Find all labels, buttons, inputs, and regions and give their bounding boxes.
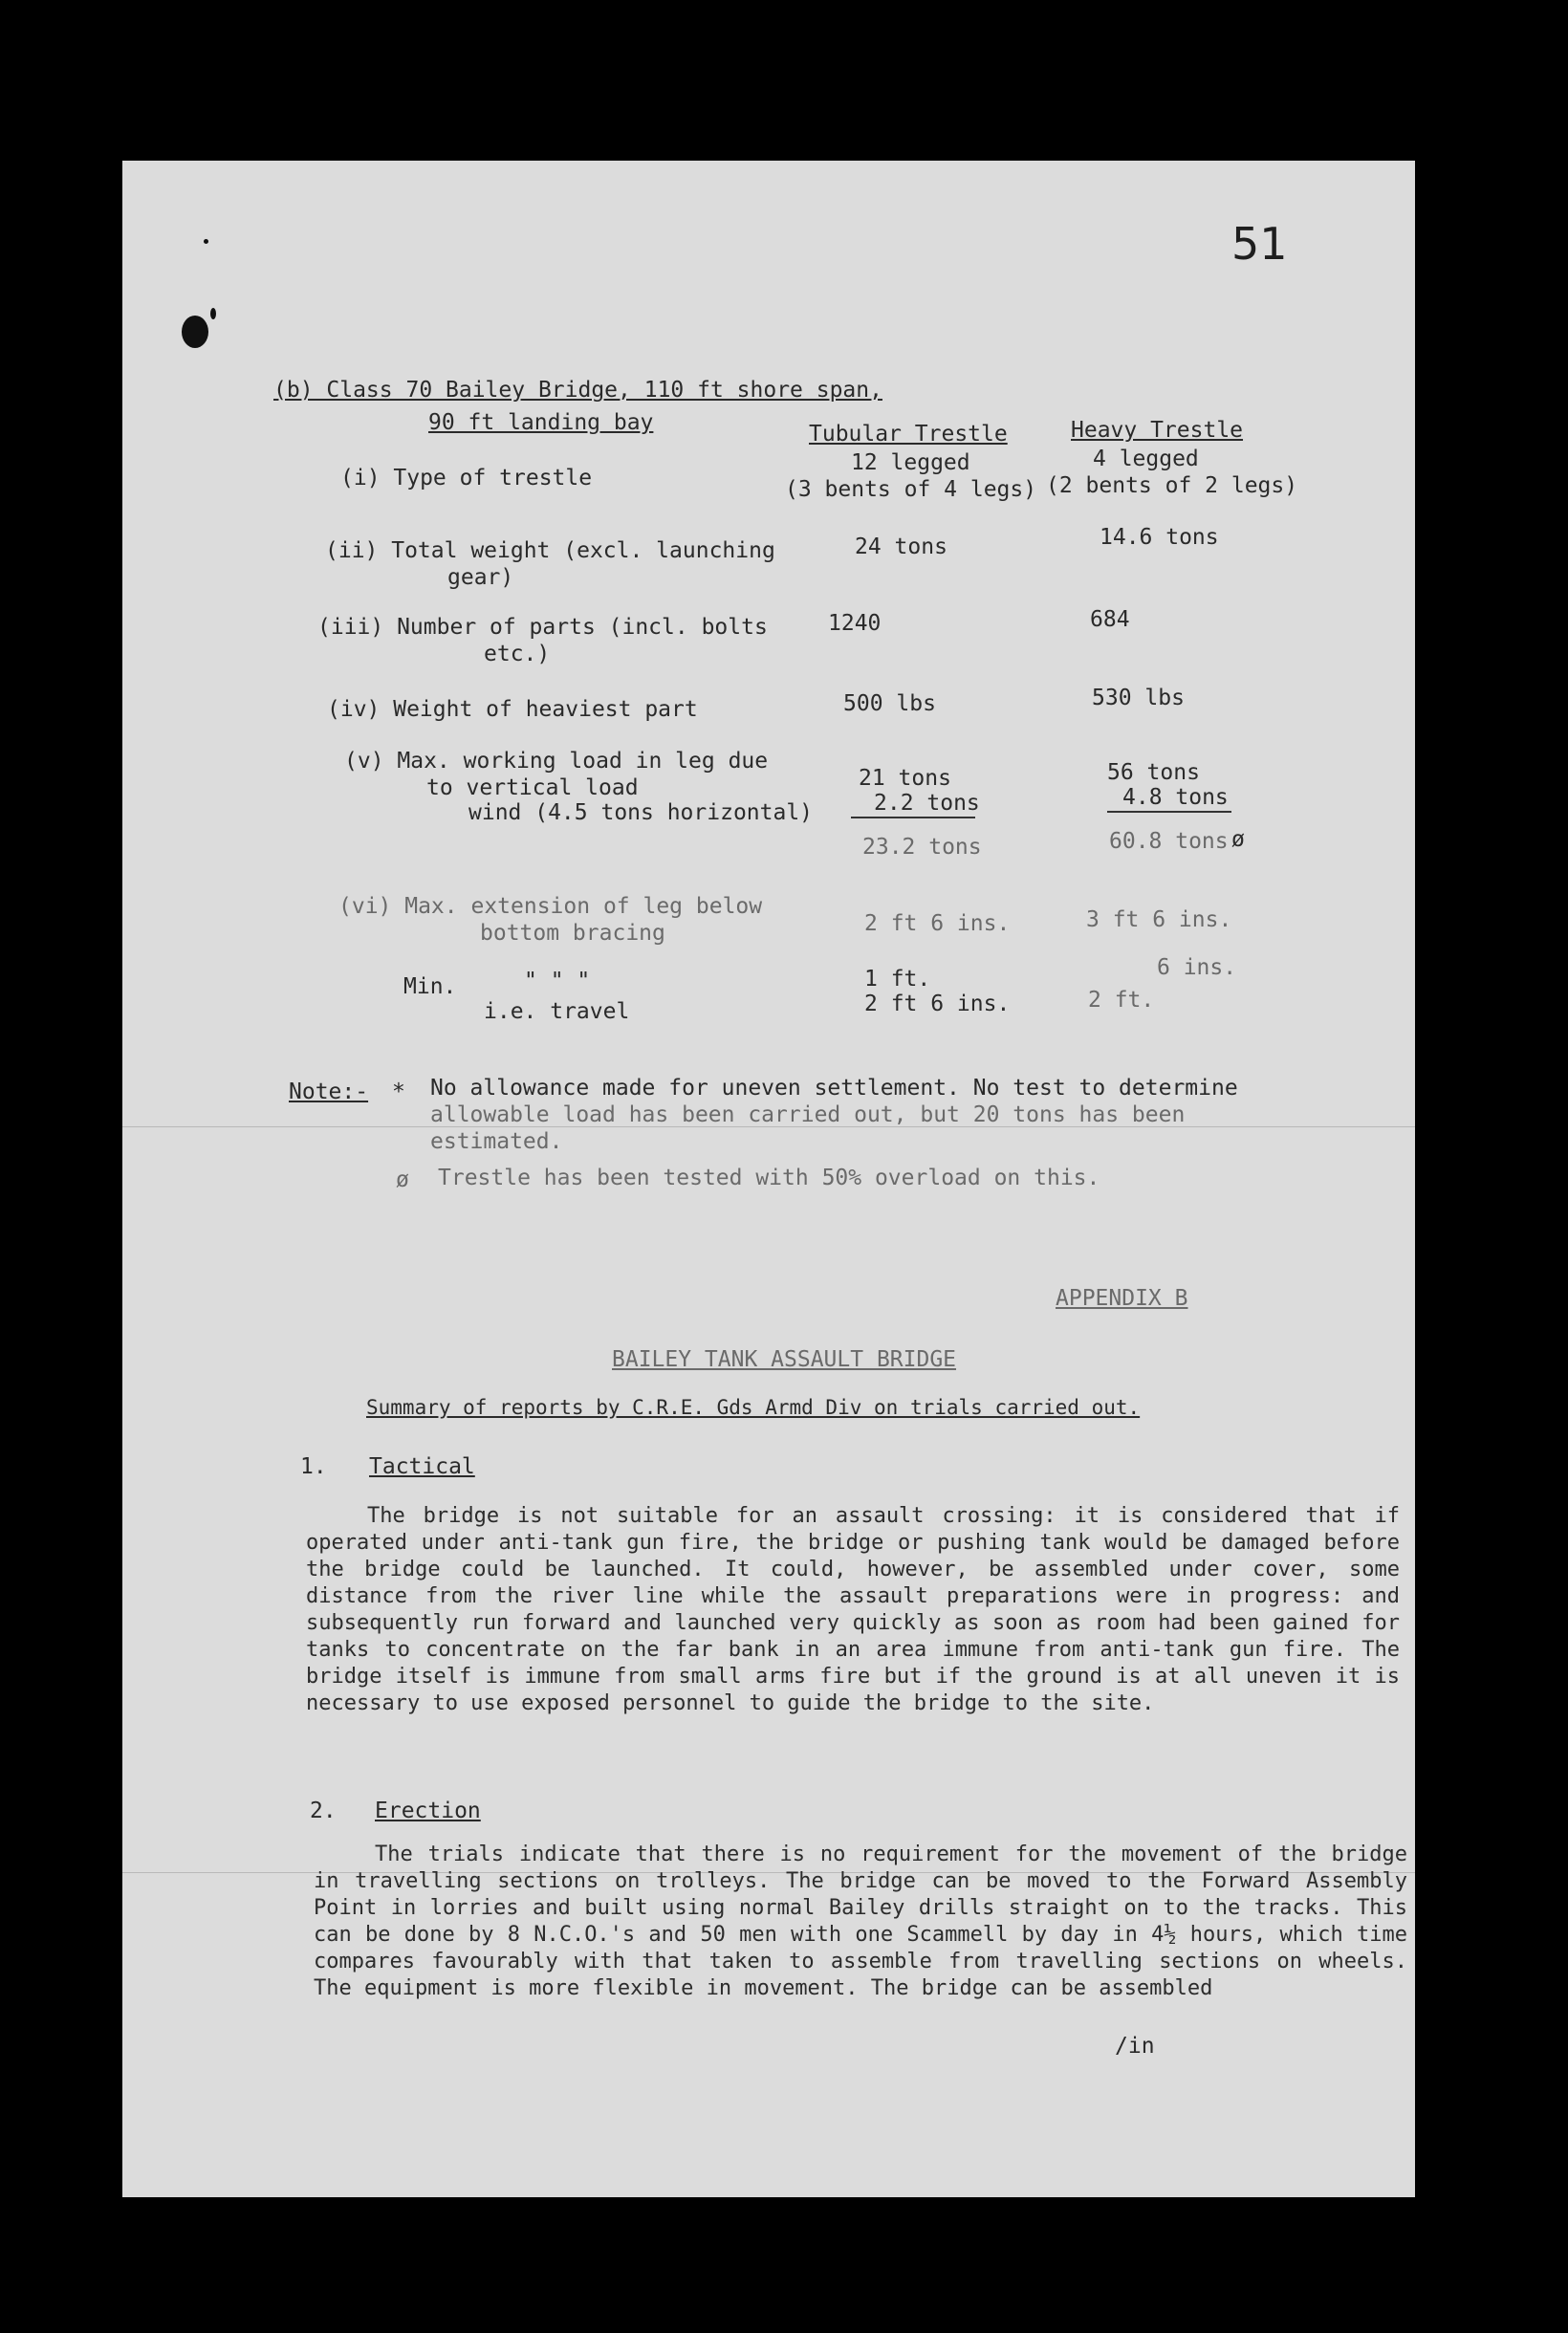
section-1-paragraph: The bridge is not suitable for an assault crossing: it is considered that if operated under anti-tank gun fire, the bridge or pushing tank would be damaged before the bridge could be launched. It could, however, be assembled under cover, some distance from the river line while the assault preparations were in progress: and subsequently run forward and launched very quickly as soon as room had been gained for tanks to concentrate on the far bank in an area immune from anti-tank gun fire. The bridge itself is immune from small arms fire but if the ground is at all uneven it is necessary to use exposed personnel to guide the bridge to the site. — [306, 1504, 1400, 1715]
row-iii-label: (iii) Number of parts (incl. bolts — [317, 615, 768, 640]
row-i-label: (i) Type of trestle — [340, 466, 593, 491]
min-heavy-travel: 2 ft. — [1088, 988, 1155, 1013]
note1-line1: No allowance made for uneven settlement. No test to determine — [430, 1076, 1238, 1101]
row-v-tubular-vertical: 21 tons — [859, 766, 951, 791]
section-2-paragraph: The trials indicate that there is no requirement for the movement of the bridge in travelling sections on trolleys. The bridge can be moved to the Forward Assembly Point in lorries and built using normal Bailey drills straight on to the tracks. This can be done by 8 N.C.O.'s and 50 men with one Scammell by day in 4½ hours, which time compares favourably with that taken to assemble from travelling sections on wheels. The equipment is more flexible in movement. The bridge can be assembled — [314, 1842, 1407, 2000]
min-tubular-travel: 2 ft 6 ins. — [864, 992, 1011, 1016]
row-v-tubular-wind: 2.2 tons — [874, 791, 980, 816]
note-label: Note:- — [289, 1079, 369, 1104]
row-iv-label: (iv) Weight of heaviest part — [327, 697, 698, 722]
row-v-heavy-wind: 4.8 tons — [1122, 785, 1229, 810]
row-ii-tubular: 24 tons — [855, 534, 947, 559]
row-iv-tubular: 500 lbs — [843, 691, 936, 716]
column-header-tubular: Tubular Trestle — [809, 422, 1008, 447]
appendix-subtitle: Summary of reports by C.R.E. Gds Armd Div on trials carried out. — [366, 1396, 1141, 1419]
section-b-heading-line2: 90 ft landing bay — [428, 410, 654, 435]
row-iii-heavy: 684 — [1090, 607, 1130, 632]
row-ii-heavy: 14.6 tons — [1100, 525, 1219, 550]
row-iii-label-cont: etc.) — [484, 642, 551, 666]
row-ii-label-cont: gear) — [447, 565, 514, 590]
appendix-title: BAILEY TANK ASSAULT BRIDGE — [612, 1347, 957, 1372]
row-i-heavy-detail: (2 bents of 2 legs) — [1046, 473, 1298, 498]
row-iv-heavy: 530 lbs — [1092, 686, 1185, 710]
min-label: Min. — [403, 974, 457, 999]
min-tubular: 1 ft. — [864, 967, 931, 992]
sum-rule-tubular — [851, 817, 975, 818]
min-label-travel: i.e. travel — [484, 999, 630, 1024]
continuation-marker: /in — [1115, 2034, 1155, 2059]
section-1-heading: Tactical — [369, 1454, 475, 1479]
ink-blot — [182, 316, 208, 348]
document-page — [122, 161, 1415, 2197]
note1-line2: allowable load has been carried out, but 20 tons has been — [430, 1102, 1186, 1127]
row-v-heavy-total: 60.8 tons — [1109, 829, 1229, 854]
sum-rule-heavy — [1107, 811, 1231, 813]
row-v-label: (v) Max. working load in leg due — [344, 749, 769, 774]
min-heavy: 6 ins. — [1157, 955, 1237, 980]
section-b-heading-line1: (b) Class 70 Bailey Bridge, 110 ft shore span, — [273, 378, 882, 403]
row-v-label-wind: wind (4.5 tons horizontal) — [468, 800, 814, 825]
ink-dot — [204, 239, 208, 244]
row-iii-tubular: 1240 — [828, 611, 882, 636]
ink-blot — [210, 308, 216, 319]
note2-text: Trestle has been tested with 50% overload on this. — [438, 1166, 1100, 1190]
row-i-heavy: 4 legged — [1093, 447, 1199, 471]
row-v-tubular-total: 23.2 tons — [862, 835, 982, 860]
row-ii-label: (ii) Total weight (excl. launching — [325, 538, 775, 563]
row-vi-label: (vi) Max. extension of leg below — [338, 894, 763, 919]
appendix-label: APPENDIX B — [1056, 1286, 1188, 1311]
section-2-heading: Erection — [375, 1799, 481, 1823]
row-v-heavy-vertical: 56 tons — [1107, 760, 1200, 785]
note1-line3: estimated. — [430, 1129, 563, 1154]
note1-mark: * — [392, 1079, 405, 1104]
row-i-tubular: 12 legged — [851, 450, 970, 475]
column-header-heavy: Heavy Trestle — [1071, 418, 1244, 443]
section-1-number: 1. — [300, 1454, 327, 1479]
row-vi-tubular: 2 ft 6 ins. — [864, 911, 1011, 936]
row-vi-label-cont: bottom bracing — [480, 921, 665, 946]
overload-mark: ø — [1231, 827, 1245, 852]
min-ditto-marks: " " " — [524, 969, 591, 993]
section-2-number: 2. — [310, 1799, 337, 1823]
row-v-label-cont: to vertical load — [426, 775, 639, 800]
row-i-tubular-detail: (3 bents of 4 legs) — [785, 477, 1037, 502]
row-vi-heavy: 3 ft 6 ins. — [1086, 907, 1232, 932]
page-number: 51 — [1231, 218, 1288, 270]
note2-mark: ø — [396, 1167, 409, 1192]
